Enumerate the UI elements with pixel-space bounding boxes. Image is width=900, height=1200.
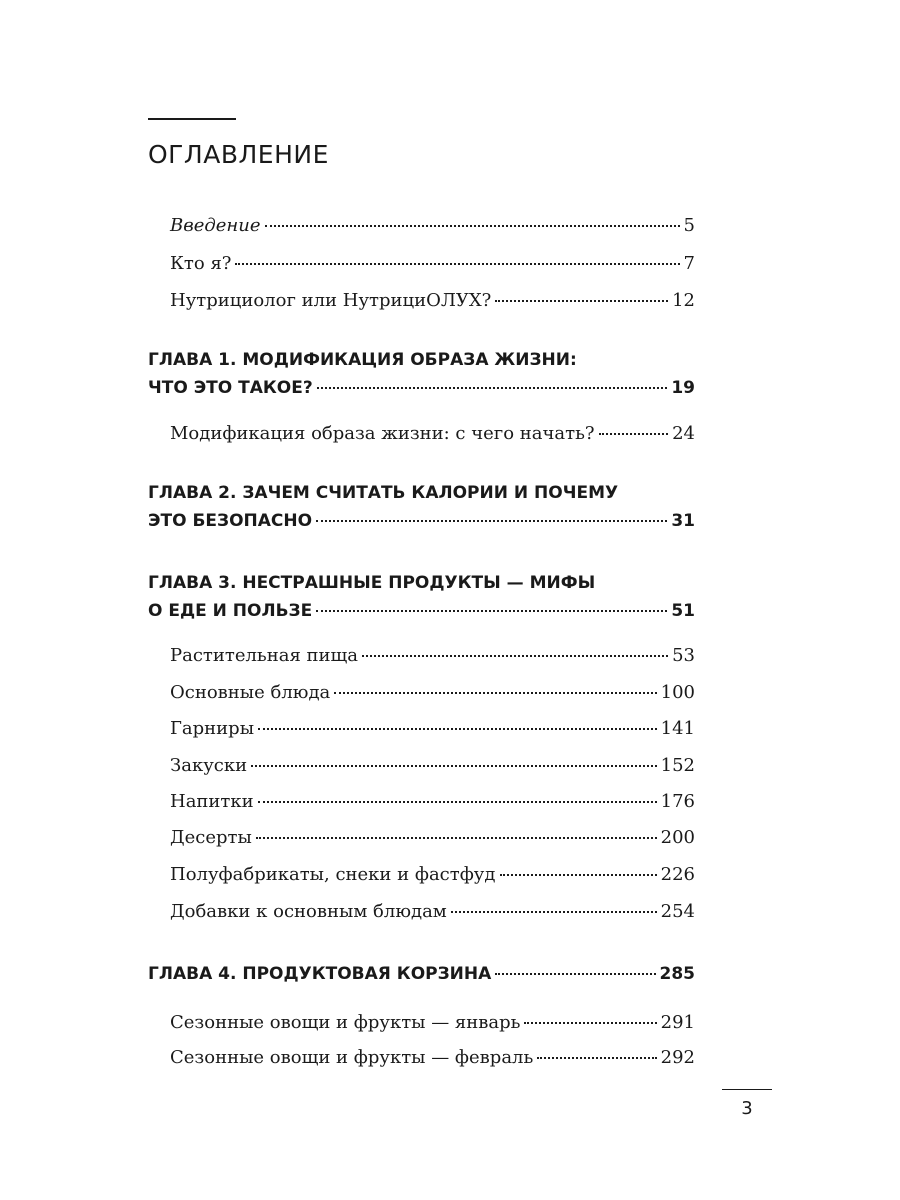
leader-dots bbox=[317, 387, 668, 389]
chapter-2-page: 31 bbox=[671, 511, 695, 531]
toc-entry[interactable] bbox=[170, 864, 695, 886]
chapter-2-title-line2: ЭТО БЕЗОПАСНО bbox=[148, 511, 313, 531]
toc-entry-page: 226 bbox=[660, 864, 695, 885]
toc-entry-page: 152 bbox=[660, 755, 695, 776]
toc-entry-label: Модификация образа жизни: с чего начать? bbox=[170, 423, 595, 444]
chapter-3-title-line1[interactable]: ГЛАВА 3. НЕСТРАШНЫЕ ПРОДУКТЫ — МИФЫ bbox=[148, 573, 596, 593]
leader-dots bbox=[251, 765, 657, 767]
toc-entry-label: Введение bbox=[170, 215, 261, 236]
toc-entry-label: Полуфабрикаты, снеки и фастфуд bbox=[170, 864, 496, 885]
toc-entry[interactable] bbox=[170, 718, 695, 740]
chapter-1-entry[interactable] bbox=[148, 377, 695, 399]
page-number: 3 bbox=[741, 1098, 753, 1119]
toc-entry-label: Сезонные овощи и фрукты — январь bbox=[170, 1012, 521, 1033]
toc-entry-page: 5 bbox=[683, 215, 695, 236]
leader-dots bbox=[256, 837, 657, 839]
toc-entry-page: 292 bbox=[660, 1047, 695, 1068]
leader-dots bbox=[316, 610, 667, 612]
toc-entry-page: 291 bbox=[660, 1012, 695, 1033]
chapter-3-page: 51 bbox=[671, 601, 695, 621]
toc-entry-label: Гарниры bbox=[170, 718, 255, 739]
chapter-3-title-line2: О ЕДЕ И ПОЛЬЗЕ bbox=[148, 601, 313, 621]
toc-entry-page: 7 bbox=[683, 253, 695, 274]
toc-entry-page: 100 bbox=[660, 682, 695, 703]
toc-entry-label: Растительная пища bbox=[170, 645, 358, 666]
chapter-1-title-line2: ЧТО ЭТО ТАКОЕ? bbox=[148, 378, 313, 398]
leader-dots bbox=[316, 520, 667, 522]
toc-entry-intro[interactable] bbox=[170, 215, 695, 237]
leader-dots bbox=[500, 874, 657, 876]
toc-entry-label: Добавки к основным блюдам bbox=[170, 901, 447, 922]
top-rule bbox=[148, 118, 236, 120]
leader-dots bbox=[258, 801, 657, 803]
toc-entry-page: 53 bbox=[672, 645, 695, 666]
toc-entry[interactable] bbox=[170, 901, 695, 923]
toc-entry-label: Сезонные овощи и фрукты — февраль bbox=[170, 1047, 534, 1068]
chapter-4-title: ГЛАВА 4. ПРОДУКТОВАЯ КОРЗИНА bbox=[148, 964, 492, 984]
toc-entry-page: 141 bbox=[660, 718, 695, 739]
chapter-1-title-line1[interactable]: ГЛАВА 1. МОДИФИКАЦИЯ ОБРАЗА ЖИЗНИ: bbox=[148, 350, 577, 370]
toc-entry-label: Основные блюда bbox=[170, 682, 331, 703]
toc-entry-nutritionist[interactable] bbox=[170, 290, 695, 312]
leader-dots bbox=[495, 300, 668, 302]
toc-entry[interactable] bbox=[170, 1047, 695, 1069]
toc-entry-page: 24 bbox=[672, 423, 695, 444]
leader-dots bbox=[451, 911, 657, 913]
toc-entry[interactable] bbox=[170, 755, 695, 777]
toc-entry-page: 12 bbox=[672, 290, 695, 311]
toc-entry[interactable] bbox=[170, 791, 695, 813]
toc-entry[interactable] bbox=[170, 1012, 695, 1034]
leader-dots bbox=[235, 263, 679, 265]
chapter-3-entry[interactable] bbox=[148, 600, 695, 622]
footer-rule bbox=[722, 1089, 772, 1090]
leader-dots bbox=[599, 433, 669, 435]
chapter-1-page: 19 bbox=[671, 378, 695, 398]
leader-dots bbox=[334, 692, 656, 694]
leader-dots bbox=[362, 655, 668, 657]
toc-entry-label: Нутрициолог или НутрициОЛУХ? bbox=[170, 290, 492, 311]
page-title: ОГЛАВЛЕНИЕ bbox=[148, 140, 329, 169]
chapter-2-title-line1[interactable]: ГЛАВА 2. ЗАЧЕМ СЧИТАТЬ КАЛОРИИ И ПОЧЕМУ bbox=[148, 483, 619, 503]
toc-entry-who[interactable] bbox=[170, 253, 695, 275]
leader-dots bbox=[524, 1022, 656, 1024]
toc-entry-label: Десерты bbox=[170, 827, 252, 848]
leader-dots bbox=[495, 973, 655, 975]
toc-entry-lifestyle-start[interactable] bbox=[170, 423, 695, 445]
toc-entry-label: Закуски bbox=[170, 755, 248, 776]
toc-entry-page: 254 bbox=[660, 901, 695, 922]
toc-entry[interactable] bbox=[170, 827, 695, 849]
toc-entry-label: Кто я? bbox=[170, 253, 232, 274]
toc-entry[interactable] bbox=[170, 645, 695, 667]
chapter-4-page: 285 bbox=[659, 964, 695, 984]
toc-entry-page: 200 bbox=[660, 827, 695, 848]
leader-dots bbox=[258, 728, 657, 730]
leader-dots bbox=[265, 225, 680, 227]
leader-dots bbox=[537, 1057, 656, 1059]
toc-entry[interactable] bbox=[170, 682, 695, 704]
chapter-2-entry[interactable] bbox=[148, 510, 695, 532]
toc-entry-page: 176 bbox=[660, 791, 695, 812]
toc-entry-label: Напитки bbox=[170, 791, 254, 812]
chapter-4-entry[interactable] bbox=[148, 963, 695, 985]
